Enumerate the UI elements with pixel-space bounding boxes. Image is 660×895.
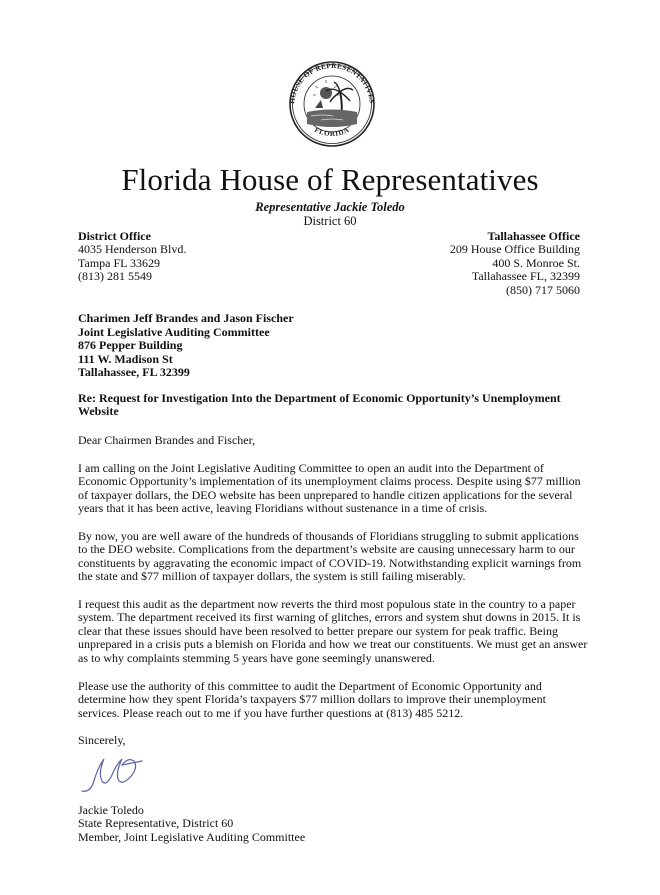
paragraph-line: determine how they spent Florida’s taxpayers $77 million dollars to improve their unemployment — [78, 692, 546, 707]
paragraph-line: unprepared in a crisis puts a blemish on Florida and how we treat our constituents. We must get an answer — [78, 637, 588, 652]
page-title: Florida House of Representatives — [121, 162, 539, 197]
recipient-line: 111 W. Madison St — [78, 351, 173, 366]
paragraph-line: as to why complaints stemming 5 years have gone seemingly unanswered. — [78, 650, 435, 665]
body-paragraph-4 — [78, 680, 584, 720]
signer-name: Jackie Toledo — [78, 803, 144, 817]
tallahassee-office-line: 400 S. Monroe St. — [492, 255, 580, 270]
body-paragraph-1 — [78, 462, 584, 516]
paragraph-line: of taxpayer dollars, the DEO website has been unprepared to handle citizen applications for the several — [78, 487, 573, 502]
paragraph-line: constituents by aggravating the economic impact of COVID-19. Notwithstanding explicit warnings from — [78, 555, 582, 570]
signer-block — [78, 804, 305, 844]
district-office — [78, 230, 186, 284]
salutation: Dear Chairmen Brandes and Fischer, — [78, 433, 256, 447]
seal-bottom-text: FLORIDA — [313, 125, 351, 139]
paragraph-line: Economic Opportunity’s implementation of its unemployment claims process. Despite using $77 million — [78, 474, 581, 489]
district-office-line: Tampa FL 33629 — [78, 255, 161, 270]
closing: Sincerely, — [78, 733, 126, 747]
district-office-line: 4035 Henderson Blvd. — [78, 242, 187, 257]
representative-name: Representative Jackie Toledo — [255, 200, 405, 214]
subject-text: Website — [78, 404, 119, 419]
recipient-address — [78, 312, 294, 380]
subject-line — [78, 392, 578, 419]
signer-title: State Representative, District 60 — [78, 816, 234, 831]
paragraph-line: clear that these issues should have been resolved to better prepare our system for peak traffic. Being — [78, 623, 558, 638]
recipient-line: Charimen Jeff Brandes and Jason Fischer — [78, 311, 294, 325]
recipient-line: Joint Legislative Auditing Committee — [78, 324, 270, 339]
paragraph-line: to the DEO website. Complications from the department’s website are causing unnecessary harm to our — [78, 542, 575, 557]
paragraph-line: years that it has been active, leaving Floridians without sustenance in a time of crisis. — [78, 501, 488, 516]
tallahassee-office-line: 209 House Office Building — [449, 242, 580, 257]
tallahassee-office-line: Tallahassee FL, 32399 — [471, 269, 580, 284]
tallahassee-office-heading: Tallahassee Office — [487, 229, 580, 243]
paragraph-line: By now, you are well aware of the hundreds of thousands of Floridians struggling to submit applications — [78, 529, 579, 543]
seal-top-text: HOUSE OF REPRESENTATIVES — [288, 61, 376, 105]
svg-text:HOUSE OF REPRESENTATIVES — [288, 62, 376, 104]
paragraph-line: Please use the authority of this committee to audit the Department of Economic Opportunity and — [78, 679, 542, 693]
paragraph-line: I am calling on the Joint Legislative Auditing Committee to open an audit into the Department of — [78, 461, 544, 475]
paragraph-line: services. Please reach out to me if you have further questions at (813) 485 5212. — [78, 705, 464, 720]
recipient-line: 876 Pepper Building — [78, 338, 183, 352]
district-label: District 60 — [303, 214, 357, 228]
paragraph-line: the state and $77 million of taxpayer dollars, the system is still failing miserably. — [78, 569, 466, 584]
tallahassee-office-line: (850) 717 5060 — [506, 282, 580, 297]
paragraph-line: system. The department received its first warning of glitches, errors and system shut downs in 2015. It is — [78, 610, 581, 625]
subject-text: Re: Request for Investigation Into the Department of Economic Opportunity’s Unemployment — [78, 391, 561, 405]
signer-role: Member, Joint Legislative Auditing Committee — [78, 829, 306, 844]
house-seal-icon — [277, 60, 387, 148]
signature-icon — [76, 751, 156, 797]
district-office-line: (813) 281 5549 — [78, 269, 152, 284]
paragraph-line: I request this audit as the department now reverts the third most populous state in the country to a paper — [78, 597, 576, 611]
body-paragraph-2 — [78, 530, 584, 584]
recipient-line: Tallahassee, FL 32399 — [78, 365, 190, 379]
tallahassee-office — [450, 230, 580, 297]
svg-text:FLORIDA — [313, 126, 351, 138]
district-office-heading: District Office — [78, 229, 151, 243]
body-paragraph-3 — [78, 597, 588, 665]
